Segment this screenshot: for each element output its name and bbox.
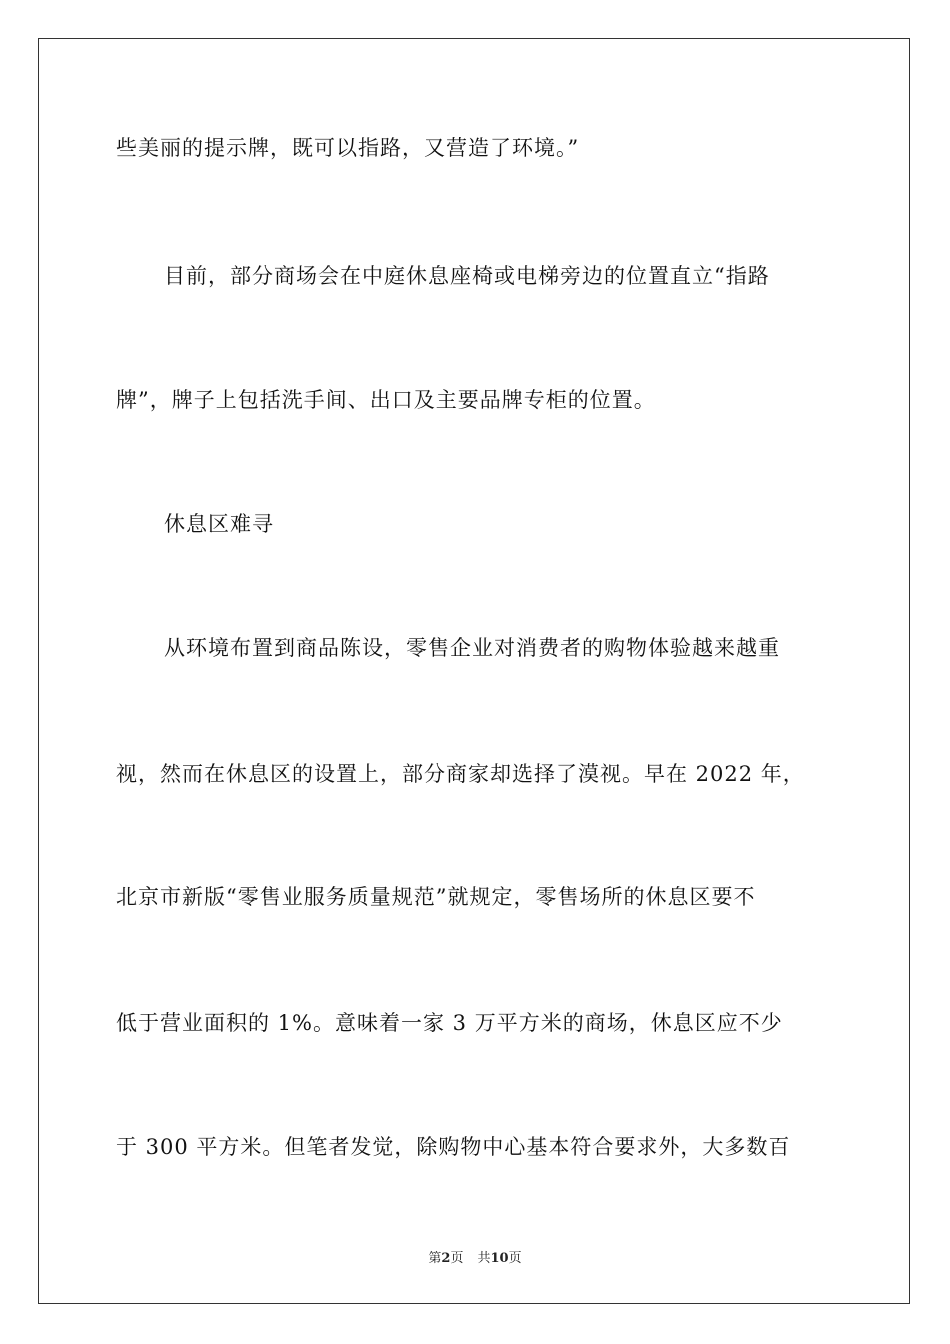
text-line: 北京市新版“零售业服务质量规范”就规定，零售场所的休息区要不 [116, 885, 756, 909]
total-prefix: 共 [477, 1251, 491, 1266]
text-line: 低于营业面积的 1%。意味着一家 3 万平方米的商场，休息区应不少 [116, 1011, 783, 1035]
page-border [38, 38, 910, 1304]
text-line: 于 300 平方米。但笔者发觉，除购物中心基本符合要求外，大多数百 [116, 1135, 791, 1159]
page-suffix: 页 [450, 1251, 464, 1266]
section-heading: 休息区难寻 [164, 512, 274, 536]
text-line: 视，然而在休息区的设置上，部分商家却选择了漠视。早在 2022 年， [116, 762, 805, 786]
total-suffix: 页 [508, 1251, 522, 1266]
text-line: 目前，部分商场会在中庭休息座椅或电梯旁边的位置直立“指路 [164, 264, 770, 288]
text-line: 些美丽的提示牌，既可以指路，又营造了环境。” [116, 136, 580, 160]
text-line: 牌”，牌子上包括洗手间、出口及主要品牌专柜的位置。 [116, 388, 656, 412]
page-prefix: 第 [428, 1251, 442, 1266]
text-line: 从环境布置到商品陈设，零售企业对消费者的购物体验越来越重 [164, 636, 780, 660]
page-number: 2 [441, 1251, 451, 1266]
total-pages: 10 [490, 1251, 509, 1266]
page-footer [0, 1247, 950, 1266]
